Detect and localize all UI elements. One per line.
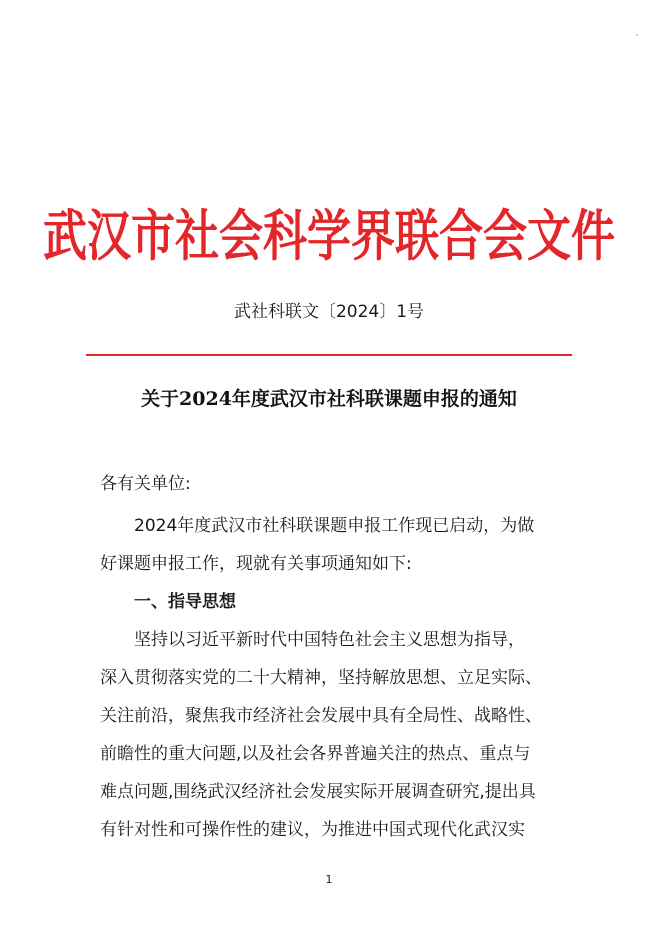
section-one-line-6: 有针对性和可操作性的建议，为推进中国式现代化武汉实 [100,820,525,840]
scan-speck [636,34,638,36]
section-one-heading: 一、指导思想 [100,592,236,612]
intro-line-2: 好课题申报工作，现就有关事项通知如下: [100,554,412,574]
section-one-line-1: 坚持以习近平新时代中国特色社会主义思想为指导， [100,630,525,650]
section-one-line-5: 难点问题,围绕武汉经济社会发展实际开展调查研究,提出具 [100,782,536,802]
section-one-line-2: 深入贯彻落实党的二十大精神，坚持解放思想、立足实际、 [100,668,542,688]
org-red-header: 武汉市社会科学界联合会文件 [43,205,615,269]
intro-line-1: 2024年度武汉市社科联课题申报工作现已启动，为做 [100,516,535,536]
red-separator-line [86,354,572,356]
section-one-line-4: 前瞻性的重大问题,以及社会各界普遍关注的热点、重点与 [100,744,531,764]
page-number: 1 [325,873,333,886]
document-number: 武社科联文〔2024〕1号 [233,302,425,322]
section-one-line-3: 关注前沿，聚焦我市经济社会发展中具有全局性、战略性、 [100,706,542,726]
notice-title: 关于2024年度武汉市社科联课题申报的通知 [141,388,517,410]
salutation: 各有关单位: [100,474,191,494]
